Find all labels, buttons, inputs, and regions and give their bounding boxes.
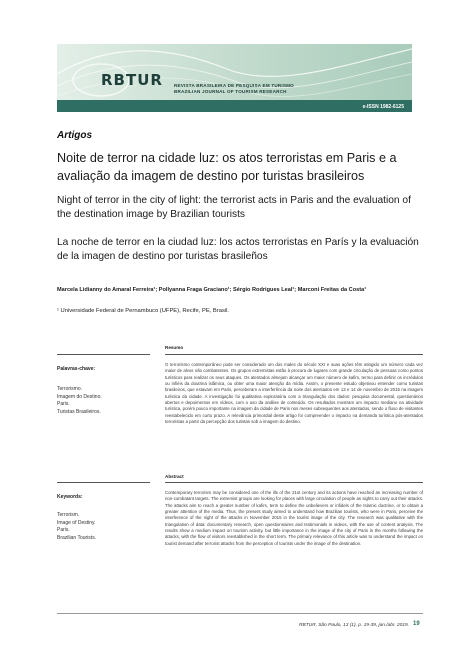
footer-divider bbox=[57, 613, 423, 614]
keyword-item: Paris. bbox=[57, 527, 70, 533]
keyword-item: Paris. bbox=[57, 401, 70, 407]
title-spanish: La noche de terror en la ciudad luz: los actos terroristas en París y la evaluación de la imagen de destino por turistas brasileños bbox=[57, 237, 419, 262]
keyword-item: Turistas Brasileiros. bbox=[57, 408, 101, 415]
abstract-text: Contemporary terrorism may be considered one of the ills of the 21st century and its actions have reached an increasing number of non-combatant targets. The extremist groups are looking for places with large circulation of people as sights to carry out their attacks. The attacks aim to reach a greater number of kafirs, term to define the unbelievers or infidels of the Islamic doctrine, or to obtain a greater attention of the media. Thus, the present study aimed to understand how Brazilian tourists, who were in Paris, perceive the interference of the night of the attacks in November 2015 in the tourist image of the city. The research was qualitative with the triangulation of data: documentary research, open questionnaires and testimonials in videos, with the use of content analysis. The results show a medium impact on tourism activity, but little importance in the image of the city of Paris in the months following the attacks, with the flow of visitors reestablished in the short term. The primary relevance of this article was to understand the impact on tourist demand after terrorist attacks from the perception of tourists under the image of the destination. bbox=[165, 490, 423, 546]
palavras-chave-list bbox=[57, 386, 102, 416]
journal-name-en: BRAZILIAN JOURNAL OF TOURISM RESEARCH bbox=[174, 89, 287, 94]
authors-list: Marcela Lidianny do Amaral Ferreira¹; Pollyanna Fraga Graciano¹; Sérgio Rodrigues Leal¹; Marconi Freitas da Costa¹ bbox=[57, 287, 367, 293]
affiliation: ¹ Universidade Federal de Pernambuco (UFPE), Recife, PE, Brasil. bbox=[57, 308, 230, 314]
resumo-text: O terrorismo contemporâneo pode ser considerado um dos males do século XXI e suas ações têm atingido um número cada vez maior de alvos não combatentes. Os grupos extremistas estão à procura de lugares com grande circulação de pessoas como pontos turísticos para realizar os seus ataques. Os atentados almejam alcançar um maior número de kafirs, termo para definir os incrédulos ou infiéis da doutrina islâmica, ou obter uma maior atenção da mídia. Assim, o presente estudo objetivou entender como turistas brasileiros, que estavam em Paris, perceberam a interferência da noite dos atentados em 13 e 14 de novembro de 2015 na imagem turística da cidade. A investigação foi qualitativa exploratória com a triangulação dos dados: pesquisa documental, questionários abertos e depoimentos em vídeos, com o uso da análise de conteúdo. Os resultados mostram um impacto mediano na atividade turística, porém pouco importante na imagem da cidade de Paris nos meses subsequentes aos atentados, sendo o fluxo de visitantes reestabelecido em curto prazo. A relevância primordial deste artigo foi compreender o impacto na demanda turística pós-atentados terroristas a partir da percepção dos turistas sob a imagem do destino. bbox=[165, 362, 423, 425]
keyword-item: Imagem do Destino. bbox=[57, 393, 102, 400]
resumo-heading: Resumo bbox=[165, 345, 184, 350]
footer-citation: RBTUR, São Paulo, 13 (1), p. 19-39, jan./abr. 2019. bbox=[299, 623, 409, 628]
keywords-list bbox=[57, 512, 96, 542]
journal-name bbox=[174, 83, 294, 95]
keyword-item: Terrorismo. bbox=[57, 386, 83, 392]
resumo-divider bbox=[165, 354, 423, 355]
journal-name-pt: REVISTA BRASILEIRA DE PESQUISA EM TURISMO bbox=[174, 83, 294, 88]
journal-banner bbox=[57, 44, 412, 112]
page-number: 19 bbox=[413, 621, 420, 627]
title-english: Night of terror in the city of light: the terrorist acts in Paris and the evaluation of the destination image by Brazilian tourists bbox=[57, 195, 411, 220]
keyword-item: Image of Destiny. bbox=[57, 519, 96, 526]
title-portuguese: Noite de terror na cidade luz: os atos terroristas em Paris e a avaliação da imagem de destino por turistas brasileiros bbox=[57, 151, 397, 183]
journal-logo: RBTUR bbox=[101, 71, 163, 89]
keywords-divider bbox=[57, 354, 150, 355]
keyword-item: Terrorism. bbox=[57, 512, 80, 518]
keyword-item: Brazilian Tourists. bbox=[57, 534, 97, 541]
issn-label: e-ISSN 1982-6125 bbox=[362, 104, 404, 110]
abstract-divider bbox=[165, 482, 423, 483]
banner-bar bbox=[57, 100, 412, 112]
abstract-heading: Abstract bbox=[165, 474, 184, 479]
keywords-label: Keywords: bbox=[57, 494, 83, 500]
palavras-chave-label: Palavras-chave: bbox=[57, 366, 96, 372]
keywords-divider bbox=[57, 482, 150, 483]
section-label: Artigos bbox=[57, 130, 92, 141]
